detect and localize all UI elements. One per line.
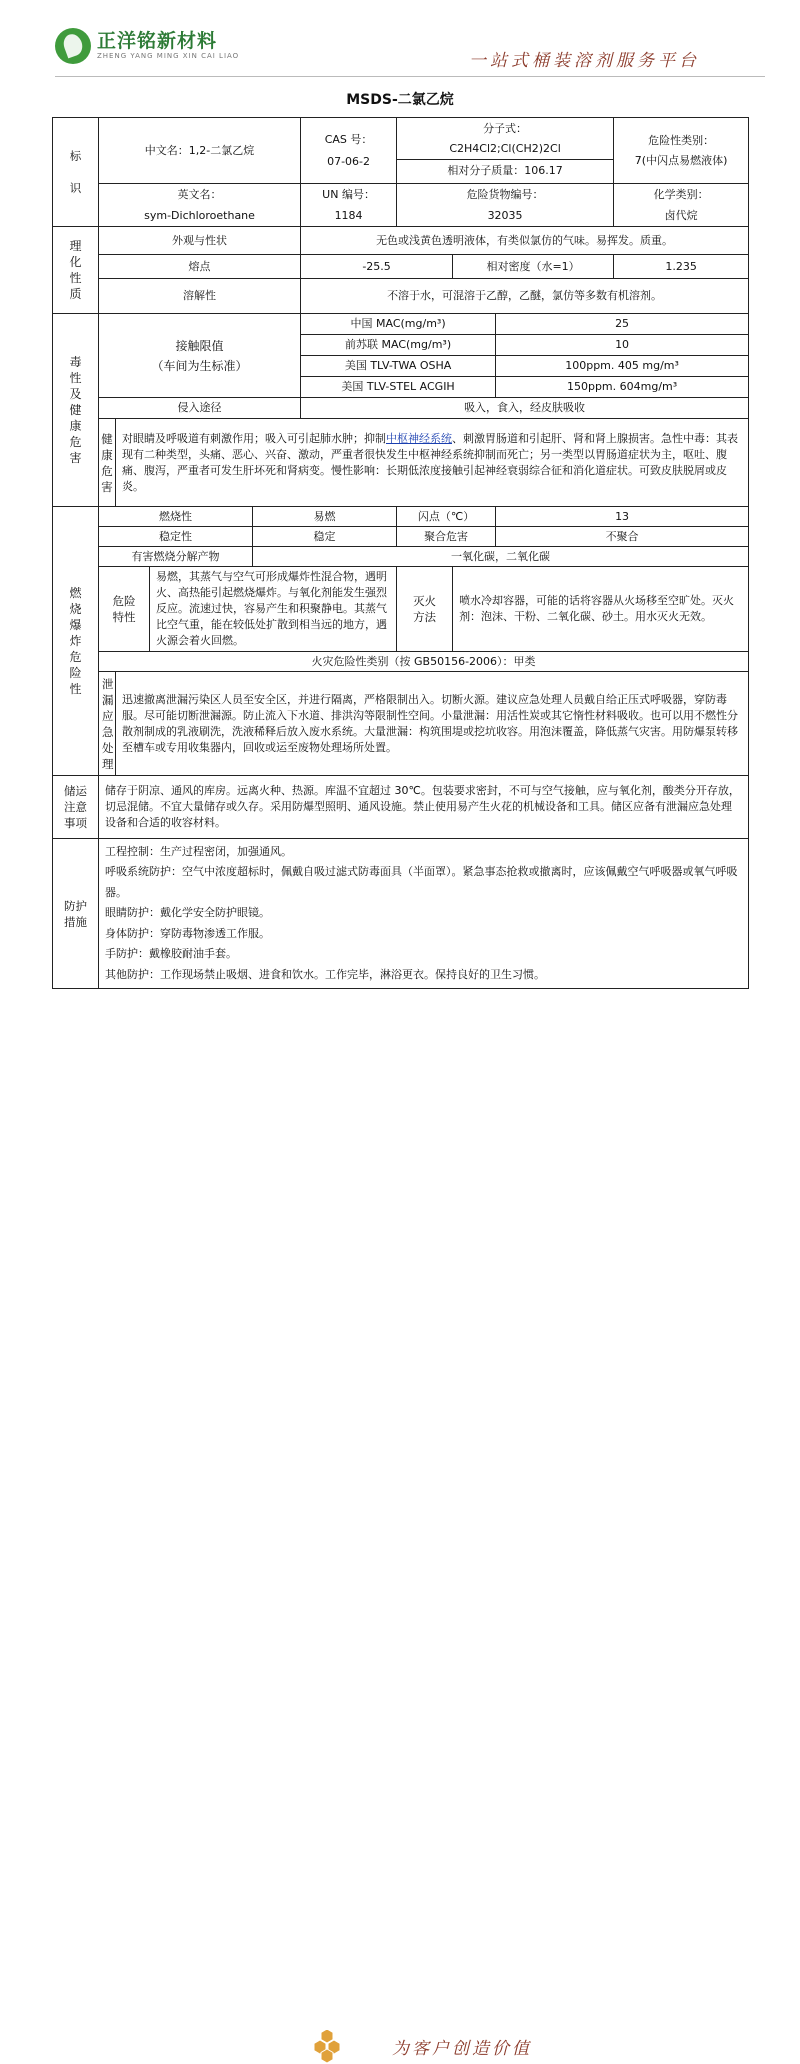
- flammability-value: 易燃: [253, 507, 397, 527]
- solubility-label: 溶解性: [99, 279, 301, 314]
- molecular-weight: 相对分子质量：106.17: [397, 159, 613, 182]
- decomposition-value: 一氧化碳，二氧化碳: [253, 547, 749, 567]
- section-label-toxicity: 毒 性 及 健 康 危 害: [53, 314, 99, 507]
- dg-label: 危险货物编号：: [466, 187, 544, 201]
- un-value: 1184: [334, 208, 363, 222]
- decomposition-label: 有害燃烧分解产物: [99, 547, 253, 567]
- header-divider: [55, 76, 765, 77]
- limit-name: 美国 TLV-TWA OSHA: [301, 356, 496, 377]
- chinese-name: 中文名：1,2-二氯乙烷: [99, 118, 301, 184]
- section-label-fire: 燃 烧 爆 炸 危 险 性: [53, 507, 99, 776]
- melting-point-value: -25.5: [301, 255, 453, 279]
- flammability-label: 燃烧性: [99, 507, 253, 527]
- cas-label: CAS 号：: [324, 132, 373, 146]
- density-value: 1.235: [614, 255, 749, 279]
- leak-text: 迅速撤离泄漏污染区人员至安全区，并进行隔离，严格限制出入。切断火源。建议应急处理人员戴自给正压式呼吸器，穿防毒服。尽可能切断泄漏源。防止流入下水道、排洪沟等限制性空间。小量泄漏：用活性炭或其它惰性材料吸收。也可以用不燃性分散剂制成的乳液刷洗，洗液稀释后放入废水系统。大量泄漏：构筑围堤或挖坑收容。用泡沫覆盖，降低蒸气灾害。用防爆泵转移至槽车或专用收集器内，回收或运至废物处理场所处置。: [116, 672, 749, 776]
- danger-property-label: 危险 特性: [99, 567, 150, 652]
- logo-en-name: ZHENG YANG MING XIN CAI LIAO: [97, 52, 240, 60]
- exposure-limit-label: 接触限值: [175, 338, 224, 353]
- section-label-storage: 储运 注意 事项: [53, 776, 99, 839]
- danger-property-value: 易燃，其蒸气与空气可形成爆炸性混合物，遇明火、高热能引起燃烧爆炸。与氧化剂能发生强烈反应。流速过快，容易产生和积聚静电。其蒸气比空气重，能在较低处扩散到相当远的地方，遇火源会着火回燃。: [150, 567, 397, 652]
- flash-point-label: 闪点（℃）: [397, 507, 496, 527]
- logo-text: [97, 31, 239, 61]
- limit-name: 中国 MAC(mg/m³): [301, 314, 496, 335]
- stability-value: 稳定: [253, 527, 397, 547]
- limit-value: 150ppm. 604mg/m³: [496, 377, 749, 398]
- logo-cn-name: 正洋铭新材料: [97, 30, 218, 52]
- msds-table: [52, 117, 749, 989]
- section-label-protection: 防护 措施: [53, 839, 99, 989]
- un-cell: [301, 184, 397, 227]
- cns-link[interactable]: 中枢神经系统: [386, 431, 452, 445]
- flash-point-value: 13: [496, 507, 749, 527]
- document-title: MSDS-二氯乙烷: [346, 92, 454, 108]
- protection-line: 工程控制：生产过程密闭，加强通风。: [105, 844, 292, 858]
- leaf-logo-icon: [55, 28, 91, 64]
- hazard-class-cell: [614, 118, 749, 184]
- page-footer: [0, 1012, 800, 2059]
- route-label: 侵入途径: [99, 398, 301, 419]
- health-hazard-text: [116, 419, 749, 507]
- density-label: 相对密度（水=1）: [453, 255, 614, 279]
- stability-label: 稳定性: [99, 527, 253, 547]
- dg-value: 32035: [487, 208, 523, 222]
- cas-cell: [301, 118, 397, 184]
- protection-line: 眼睛防护：戴化学安全防护眼镜。: [105, 906, 270, 920]
- footer-slogan: 为客户创造价值: [392, 2039, 532, 2059]
- header-slogan: 一站式桶装溶剂服务平台: [469, 51, 700, 71]
- english-name-cell: [99, 184, 301, 227]
- fire-class: 火灾危险性类别（按 GB50156-2006）：甲类: [99, 652, 749, 672]
- health-text-pre: 对眼睛及呼吸道有刺激作用；吸入可引起肺水肿；抑制: [122, 431, 386, 445]
- storage-text: 储存于阴凉、通风的库房。远离火种、热源。库温不宜超过 30℃。包装要求密封，不可与空气接触，应与氧化剂，酸类分开存放，切忌混储。不宜大量储存或久存。采用防爆型照明、通风设施。禁止使用易产生火花的机械设备和工具。储区应备有泄漏应急处理设备和合适的收容材料。: [99, 776, 749, 839]
- protection-line: 呼吸系统防护：空气中浓度超标时，佩戴自吸过滤式防毒面具（半面罩）。紧急事态抢救或撤离时，应该佩戴空气呼吸器或氧气呼吸器。: [105, 865, 738, 899]
- protection-text: [99, 839, 749, 989]
- hazard-class-label: 危险性类别：: [648, 133, 715, 147]
- protection-line: 其他防护：工作现场禁止吸烟、进食和饮水。工作完毕，淋浴更衣。保持良好的卫生习惯。: [105, 967, 545, 981]
- chem-class-value: 卤代烷: [664, 208, 698, 222]
- exposure-limit-note: （车间为生标准）: [151, 358, 248, 373]
- company-logo: [55, 28, 239, 64]
- page-header: [0, 0, 800, 80]
- limit-value: 100ppm. 405 mg/m³: [496, 356, 749, 377]
- dg-cell: [397, 184, 614, 227]
- formula-value: C2H4Cl2;Cl(CH2)2Cl: [449, 142, 561, 155]
- exposure-limit-cell: [99, 314, 301, 398]
- formula-cell: [397, 118, 614, 184]
- limit-value: 25: [496, 314, 749, 335]
- protection-line: 身体防护：穿防毒物渗透工作服。: [105, 926, 270, 940]
- chem-class-cell: [614, 184, 749, 227]
- protection-line: 手防护：戴橡胶耐油手套。: [105, 947, 237, 961]
- formula-label: 分子式：: [483, 122, 528, 135]
- extinguish-label: 灭火 方法: [397, 567, 453, 652]
- appearance-value: 无色或浅黄色透明液体，有类似氯仿的气味。易挥发。质重。: [301, 227, 749, 255]
- hazard-class-value: 7(中闪点易燃液体): [634, 153, 728, 167]
- limit-name: 美国 TLV-STEL ACGIH: [301, 377, 496, 398]
- cas-value: 07-06-2: [327, 154, 371, 168]
- limit-name: 前苏联 MAC(mg/m³): [301, 335, 496, 356]
- english-name-label: 英文名：: [177, 187, 222, 201]
- section-label-leak: 泄漏 应急 处理: [99, 672, 116, 776]
- health-text-post: 、刺激胃肠道和引起肝、肾和肾上腺损害。急性中毒：其表现有二种类型，头痛、恶心、兴奋、激动，严重者很快发生中枢神经系统抑制而死亡；另一类型以胃肠道症状为主，呕吐、腹痛、腹泻，严重者可发生肝坏死和肾病变。慢性影响：长期低浓度接触引起神经衰弱综合征和消化道症状。可致皮肤脱屑或皮炎。: [122, 431, 738, 493]
- limit-value: 10: [496, 335, 749, 356]
- chem-class-label: 化学类别：: [653, 187, 709, 201]
- english-name-value: sym-Dichloroethane: [144, 208, 255, 222]
- appearance-label: 外观与性状: [99, 227, 301, 255]
- section-label-identity: 标 识: [53, 118, 99, 227]
- extinguish-value: 喷水冷却容器，可能的话将容器从火场移至空旷处。灭火剂：泡沫、干粉、二氧化碳、砂土。用水灭火无效。: [453, 567, 749, 652]
- route-value: 吸入，食入，经皮肤吸收: [301, 398, 749, 419]
- solubility-value: 不溶于水，可混溶于乙醇，乙醚，氯仿等多数有机溶剂。: [301, 279, 749, 314]
- honeycomb-logo-icon: [312, 2028, 342, 2064]
- melting-point-label: 熔点: [99, 255, 301, 279]
- health-hazard-label: 健 康 危 害: [99, 419, 116, 507]
- polymerization-value: 不聚合: [496, 527, 749, 547]
- polymerization-label: 聚合危害: [397, 527, 496, 547]
- section-label-physical: 理 化 性 质: [53, 227, 99, 314]
- un-label: UN 编号：: [322, 187, 375, 201]
